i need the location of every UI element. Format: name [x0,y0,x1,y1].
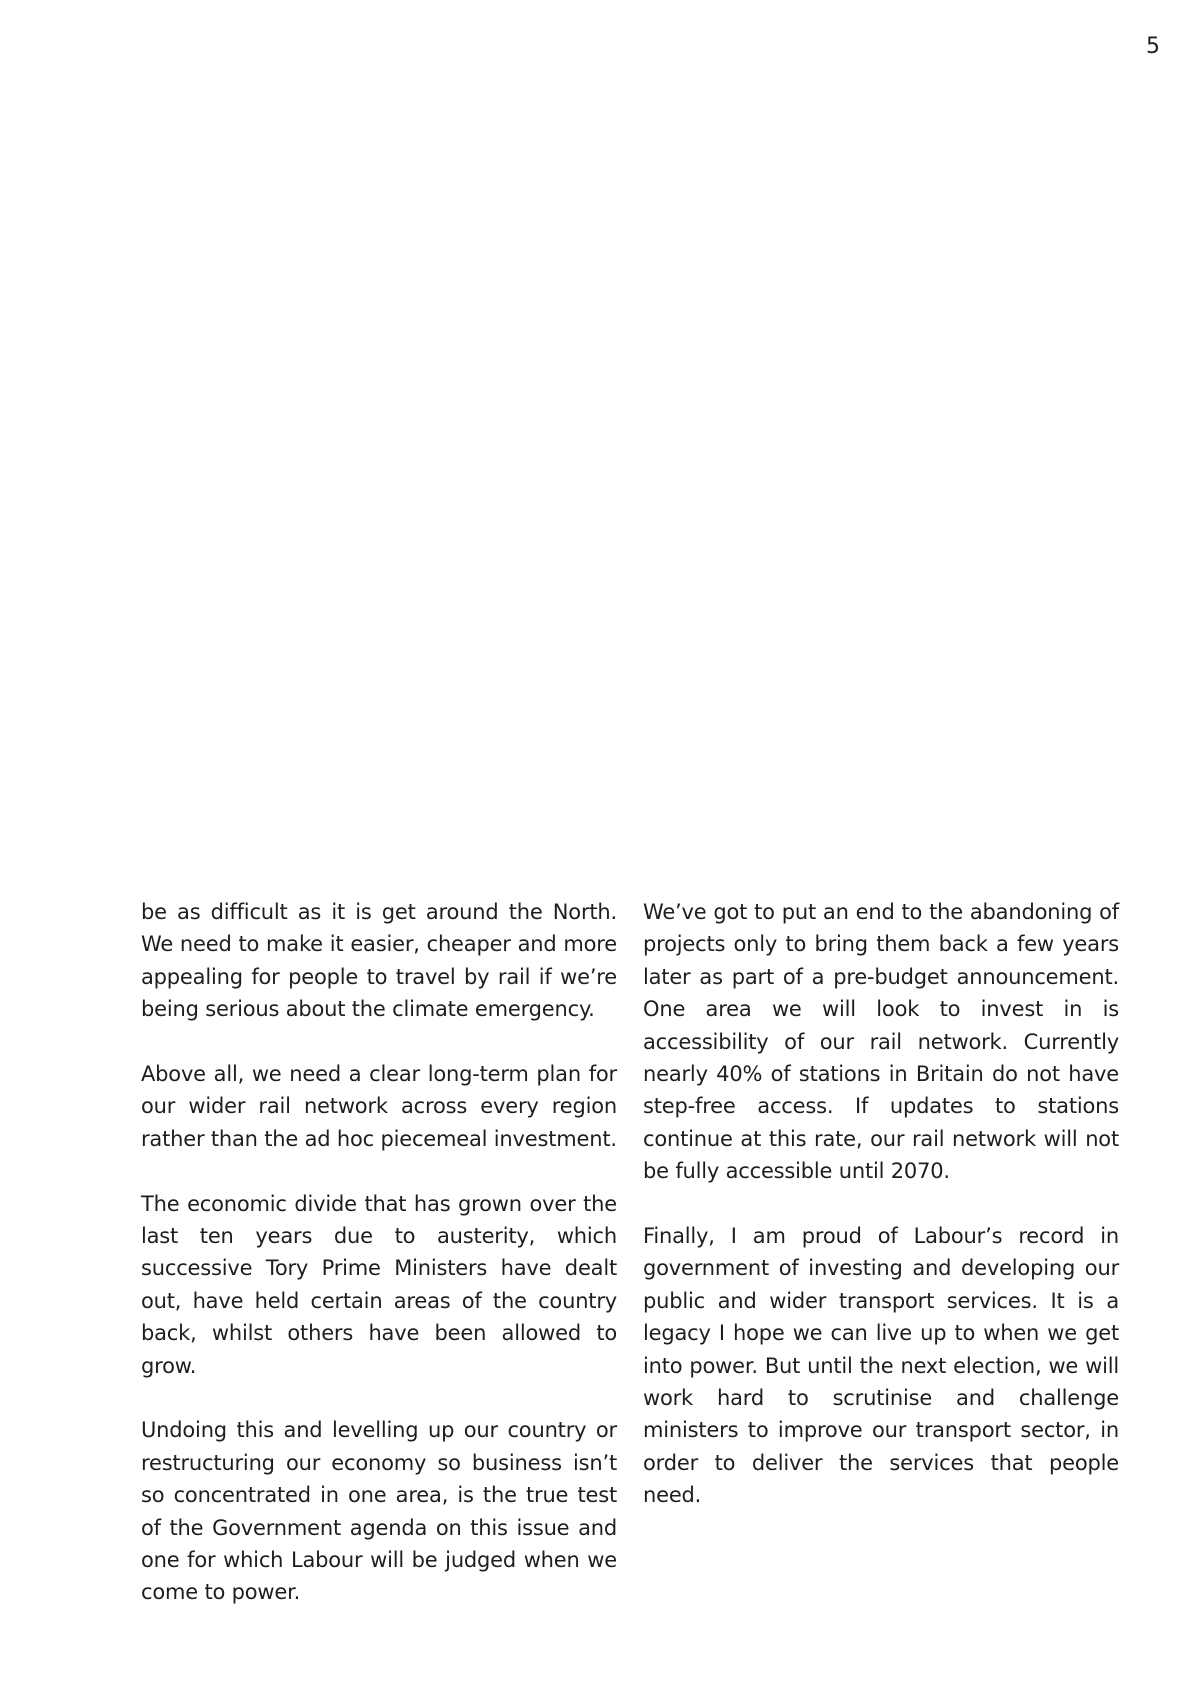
paragraph: Finally, I am proud of Labour’s record in government of investing and developing our public and wider transport services. It is a legacy I hope we can live up to when we get into power. But until the next election, we will work hard to scrutinise and challenge ministers to improve our transport sector, in order to deliver the services that people need. [643,1224,1119,1508]
page-number: 5 [1146,34,1160,59]
paragraph: The economic divide that has grown over the last ten years due to austerity, which successive Tory Prime Ministers have dealt out, have held certain areas of the country back, whilst others have been allowed to grow. [141,1191,617,1378]
paragraph: Above all, we need a clear long-term plan for our wider rail network across every region rather than the ad hoc piecemeal investment. [141,1062,617,1151]
left-column [141,896,617,1609]
paragraph: be as difficult as it is get around the North. We need to make it easier, cheaper and more appealing for people to travel by rail if we’re being serious about the climate emergency. [141,900,617,1022]
paragraph: Undoing this and levelling up our country or restructuring our economy so business isn’t so concentrated in one area, is the true test of the Government agenda on this issue and one for which Labour will be judged when we come to power. [141,1418,617,1605]
body-text-columns [141,896,1119,1609]
right-column [643,896,1119,1609]
paragraph: We’ve got to put an end to the abandoning of projects only to bring them back a few years later as part of a pre-budget announcement. One area we will look to invest in is accessibility of our rail network. Currently nearly 40% of stations in Britain do not have step-free access. If updates to stations continue at this rate, our rail network will not be fully accessible until 2070. [643,900,1119,1184]
